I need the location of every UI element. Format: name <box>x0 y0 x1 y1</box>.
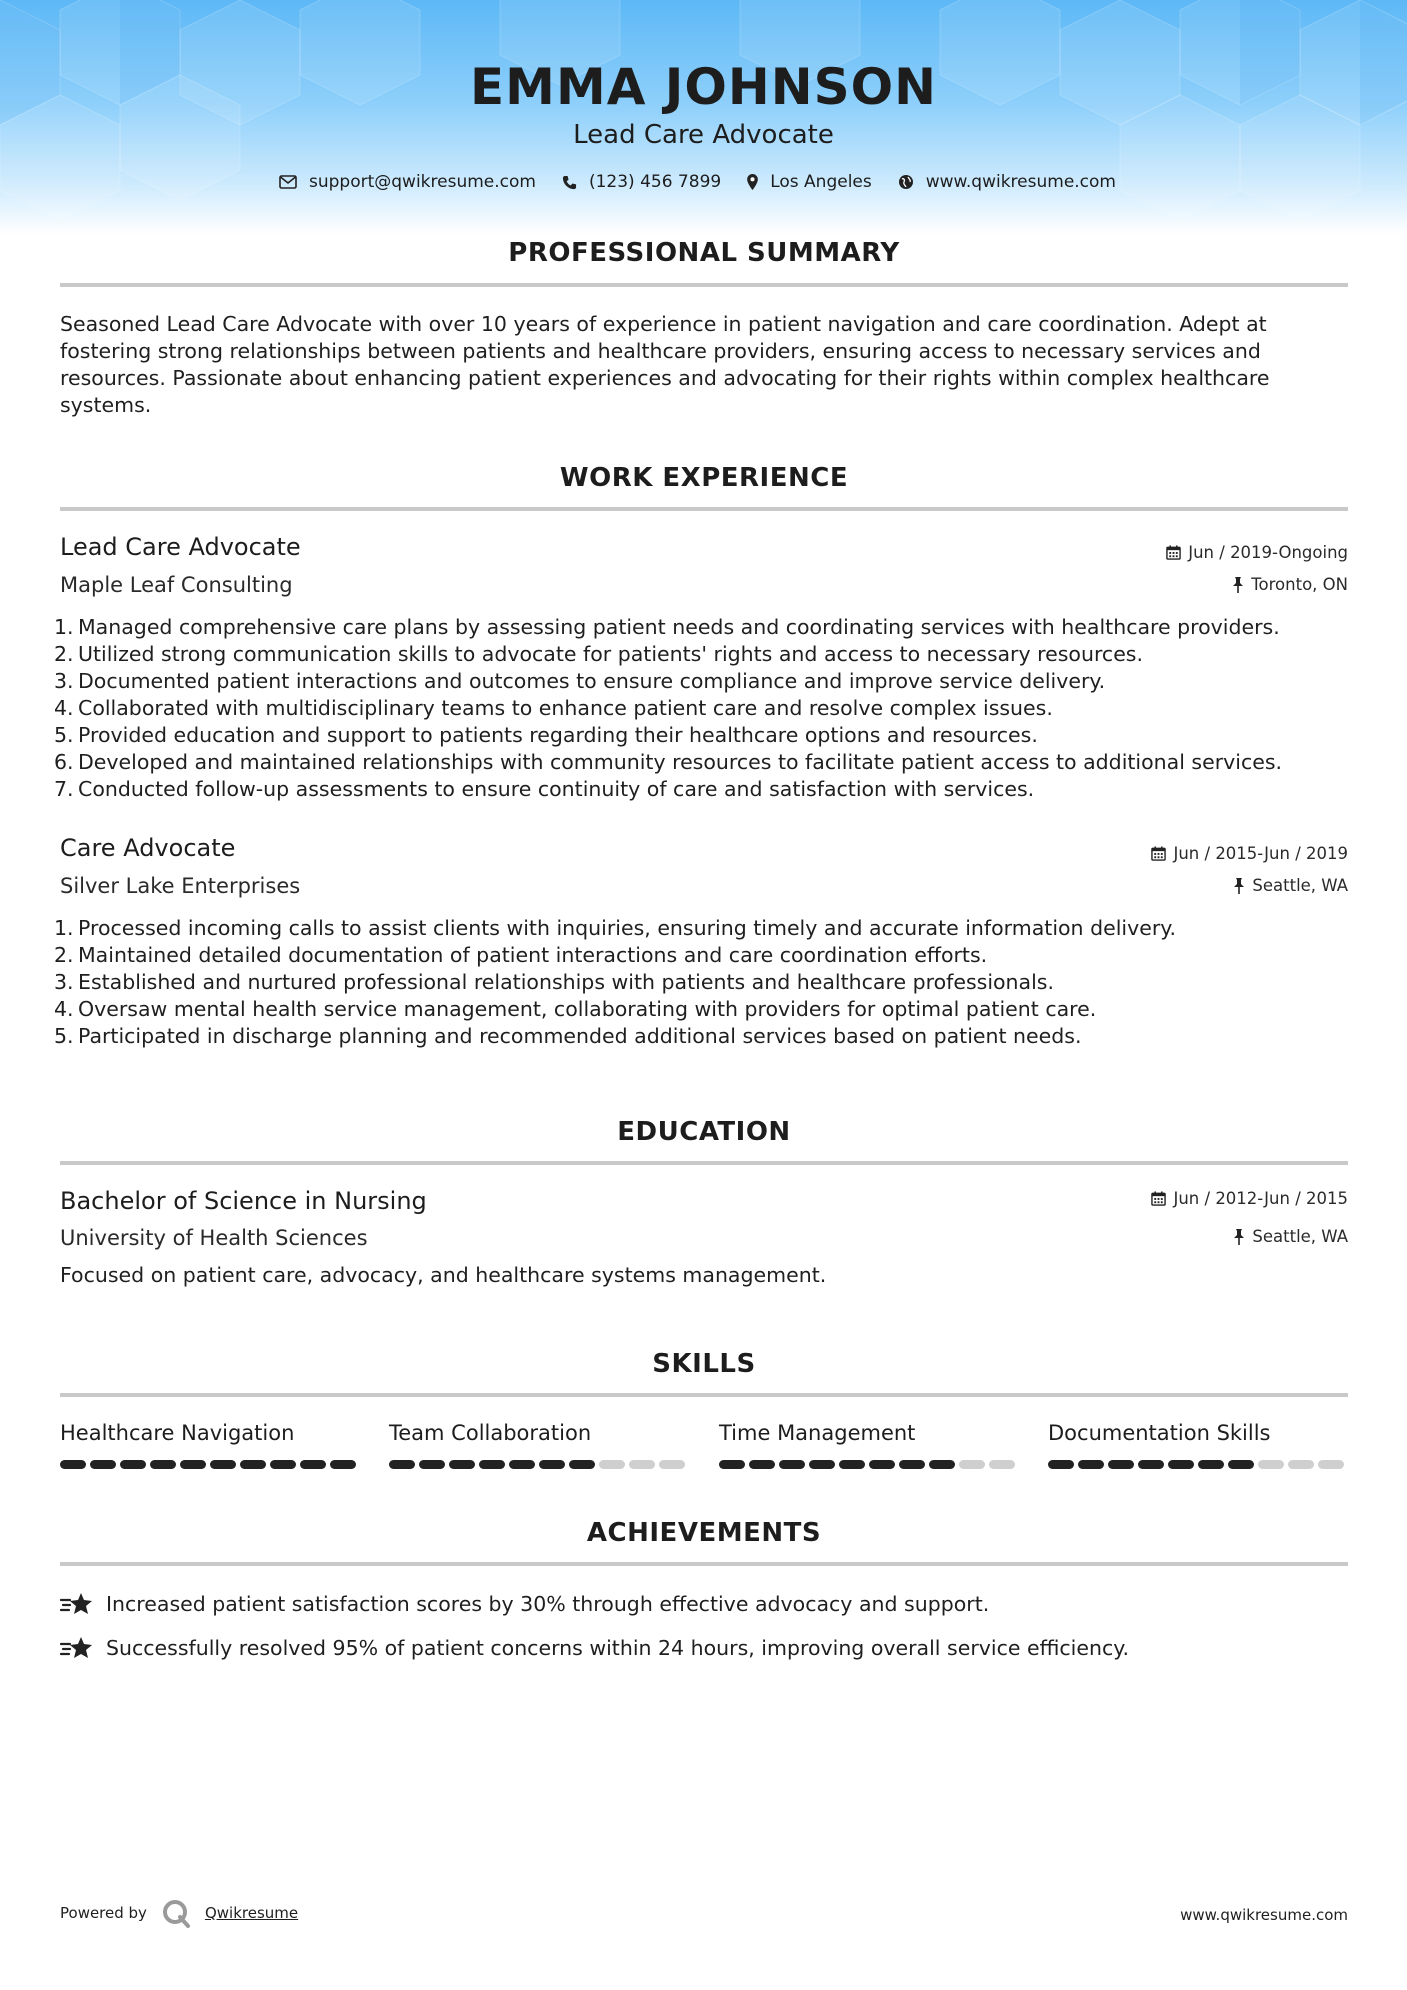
job-location <box>1233 876 1348 895</box>
skill-level-bar <box>1048 1460 1348 1469</box>
education-heading: EDUCATION <box>617 1117 791 1147</box>
footer-website[interactable]: www.qwikresume.com <box>1180 1906 1348 1924</box>
skill-level-segment <box>509 1460 535 1469</box>
contact-email-text: support@qwikresume.com <box>309 172 536 192</box>
skill-level-segment <box>659 1460 685 1469</box>
education-dates-text: Jun / 2012-Jun / 2015 <box>1173 1189 1348 1208</box>
skill-name: Documentation Skills <box>1048 1421 1271 1445</box>
candidate-name: EMMA JOHNSON <box>470 58 937 116</box>
skill-level-segment <box>899 1460 925 1469</box>
skill-level-segment <box>809 1460 835 1469</box>
duty-item: 5. Provided education and support to patients regarding their healthcare options and resources. <box>54 723 1038 747</box>
job-dates-text: Jun / 2019-Ongoing <box>1188 543 1348 562</box>
contact-location <box>747 172 872 192</box>
skill-level-segment <box>1258 1460 1284 1469</box>
job-company: Maple Leaf Consulting <box>60 573 293 597</box>
skill-level-segment <box>240 1460 266 1469</box>
job-company: Silver Lake Enterprises <box>60 874 301 898</box>
skill-level-segment <box>749 1460 775 1469</box>
qwikresume-logo-icon <box>161 1898 191 1928</box>
job-dates <box>1151 844 1348 863</box>
hexagon-pattern <box>0 0 1407 235</box>
contact-phone-text: (123) 456 7899 <box>588 172 722 192</box>
skill-level-segment <box>210 1460 236 1469</box>
skill-level-segment <box>330 1460 356 1469</box>
skill-level-segment <box>270 1460 296 1469</box>
contact-bar <box>0 172 1407 192</box>
skill-level-segment <box>1318 1460 1344 1469</box>
job-location-text: Seattle, WA <box>1252 876 1348 895</box>
skill-level-segment <box>539 1460 565 1469</box>
skill-level-segment <box>180 1460 206 1469</box>
skill-item <box>719 1421 1019 1469</box>
job-title: Lead Care Advocate <box>60 533 301 561</box>
education-location <box>1233 1227 1348 1246</box>
job-duties <box>54 614 1354 803</box>
skill-level-segment <box>929 1460 955 1469</box>
skill-level-segment <box>479 1460 505 1469</box>
skill-item <box>1048 1421 1348 1469</box>
duty-item: 4. Oversaw mental health service management, collaborating with providers for optimal patient care. <box>54 997 1097 1021</box>
achievement-item <box>60 1591 989 1617</box>
achievement-text: Successfully resolved 95% of patient concerns within 24 hours, improving overall service efficiency. <box>106 1636 1129 1660</box>
summary-text: Seasoned Lead Care Advocate with over 10 years of experience in patient navigation and care coordination. Adept at fostering strong relationships between patients and healthcare providers, ensuring access to necessary services and resources. Passionate about enhancing patient experiences and advocating for their rights within complex healthcare systems. <box>60 312 1270 417</box>
skill-level-segment <box>869 1460 895 1469</box>
skill-level-segment <box>599 1460 625 1469</box>
job-dates <box>1166 543 1348 562</box>
duty-item: 7. Conducted follow-up assessments to ensure continuity of care and satisfaction with services. <box>54 777 1035 801</box>
skill-level-segment <box>389 1460 415 1469</box>
duty-item: 5. Participated in discharge planning and recommended additional services based on patient needs. <box>54 1024 1082 1048</box>
footer-powered-by <box>60 1898 298 1928</box>
duty-item: 2. Maintained detailed documentation of patient interactions and care coordination efforts. <box>54 943 988 967</box>
star-icon <box>60 1591 94 1617</box>
skill-level-segment <box>1108 1460 1134 1469</box>
duty-item: 2. Utilized strong communication skills to advocate for patients' rights and access to necessary resources. <box>54 642 1143 666</box>
job-dates-text: Jun / 2015-Jun / 2019 <box>1173 844 1348 863</box>
education-school: University of Health Sciences <box>60 1226 368 1250</box>
job-title: Care Advocate <box>60 834 236 862</box>
education-location-text: Seattle, WA <box>1252 1227 1348 1246</box>
achievement-text: Increased patient satisfaction scores by 30% through effective advocacy and support. <box>106 1592 990 1616</box>
duty-item: 6. Developed and maintained relationships with community resources to facilitate patient access to additional services. <box>54 750 1283 774</box>
footer-brand-link[interactable]: Qwikresume <box>204 1904 299 1922</box>
skill-level-segment <box>839 1460 865 1469</box>
skill-level-segment <box>60 1460 86 1469</box>
education-degree: Bachelor of Science in Nursing <box>60 1187 427 1215</box>
star-icon <box>60 1635 94 1661</box>
calendar-icon <box>1151 846 1166 861</box>
header-banner <box>0 0 1407 235</box>
skill-level-segment <box>150 1460 176 1469</box>
globe-icon <box>898 174 914 190</box>
envelope-icon <box>279 175 297 189</box>
contact-email[interactable] <box>279 172 536 192</box>
map-marker-icon <box>747 174 758 190</box>
skill-level-segment <box>779 1460 805 1469</box>
skill-level-segment <box>1198 1460 1224 1469</box>
duty-item: 1. Processed incoming calls to assist clients with inquiries, ensuring timely and accurate information delivery. <box>54 916 1176 940</box>
education-description: Focused on patient care, advocacy, and healthcare systems management. <box>60 1263 827 1287</box>
experience-heading: WORK EXPERIENCE <box>559 463 849 493</box>
skill-level-segment <box>1138 1460 1164 1469</box>
duty-item: 1. Managed comprehensive care plans by assessing patient needs and coordinating services with healthcare providers. <box>54 615 1280 639</box>
skill-level-segment <box>959 1460 985 1469</box>
skills-heading: SKILLS <box>652 1349 756 1379</box>
contact-location-text: Los Angeles <box>770 172 872 192</box>
skills-divider <box>60 1393 1348 1397</box>
achievement-item <box>60 1635 1129 1661</box>
education-dates <box>1151 1189 1348 1208</box>
skill-item <box>60 1421 360 1469</box>
summary-heading: PROFESSIONAL SUMMARY <box>508 238 900 268</box>
skill-name: Time Management <box>719 1421 916 1445</box>
candidate-role: Lead Care Advocate <box>573 120 834 150</box>
achievements-divider <box>60 1562 1348 1566</box>
skill-level-bar <box>719 1460 1019 1469</box>
pushpin-icon <box>1233 1229 1245 1245</box>
duty-item: 4. Collaborated with multidisciplinary teams to enhance patient care and resolve complex issues. <box>54 696 1053 720</box>
calendar-icon <box>1151 1191 1166 1206</box>
pushpin-icon <box>1233 878 1245 894</box>
contact-website[interactable] <box>898 172 1116 192</box>
skill-level-segment <box>719 1460 745 1469</box>
job-location <box>1232 575 1348 594</box>
skill-level-segment <box>90 1460 116 1469</box>
skill-level-segment <box>419 1460 445 1469</box>
skill-name: Team Collaboration <box>389 1421 592 1445</box>
job-location-text: Toronto, ON <box>1251 575 1348 594</box>
summary-divider <box>60 283 1348 287</box>
skill-level-segment <box>1288 1460 1314 1469</box>
pushpin-icon <box>1232 577 1244 593</box>
skill-item <box>389 1421 689 1469</box>
skill-level-bar <box>389 1460 689 1469</box>
skill-level-segment <box>989 1460 1015 1469</box>
powered-by-label: Powered by <box>60 1904 147 1922</box>
job-duties <box>54 915 1354 1050</box>
skill-level-segment <box>1168 1460 1194 1469</box>
skill-level-segment <box>1048 1460 1074 1469</box>
contact-website-text: www.qwikresume.com <box>925 172 1116 192</box>
achievements-heading: ACHIEVEMENTS <box>586 1518 822 1548</box>
skill-level-segment <box>300 1460 326 1469</box>
calendar-icon <box>1166 545 1181 560</box>
skill-level-segment <box>120 1460 146 1469</box>
skill-level-segment <box>569 1460 595 1469</box>
skill-level-segment <box>629 1460 655 1469</box>
skill-level-segment <box>449 1460 475 1469</box>
phone-icon <box>562 175 577 190</box>
skill-name: Healthcare Navigation <box>60 1421 295 1445</box>
skill-level-segment <box>1228 1460 1254 1469</box>
skill-level-segment <box>1078 1460 1104 1469</box>
education-divider <box>60 1161 1348 1165</box>
skill-level-bar <box>60 1460 360 1469</box>
experience-divider <box>60 507 1348 511</box>
duty-item: 3. Established and nurtured professional relationships with patients and healthcare professionals. <box>54 970 1055 994</box>
contact-phone[interactable] <box>562 172 721 192</box>
duty-item: 3. Documented patient interactions and outcomes to ensure compliance and improve service delivery. <box>54 669 1106 693</box>
